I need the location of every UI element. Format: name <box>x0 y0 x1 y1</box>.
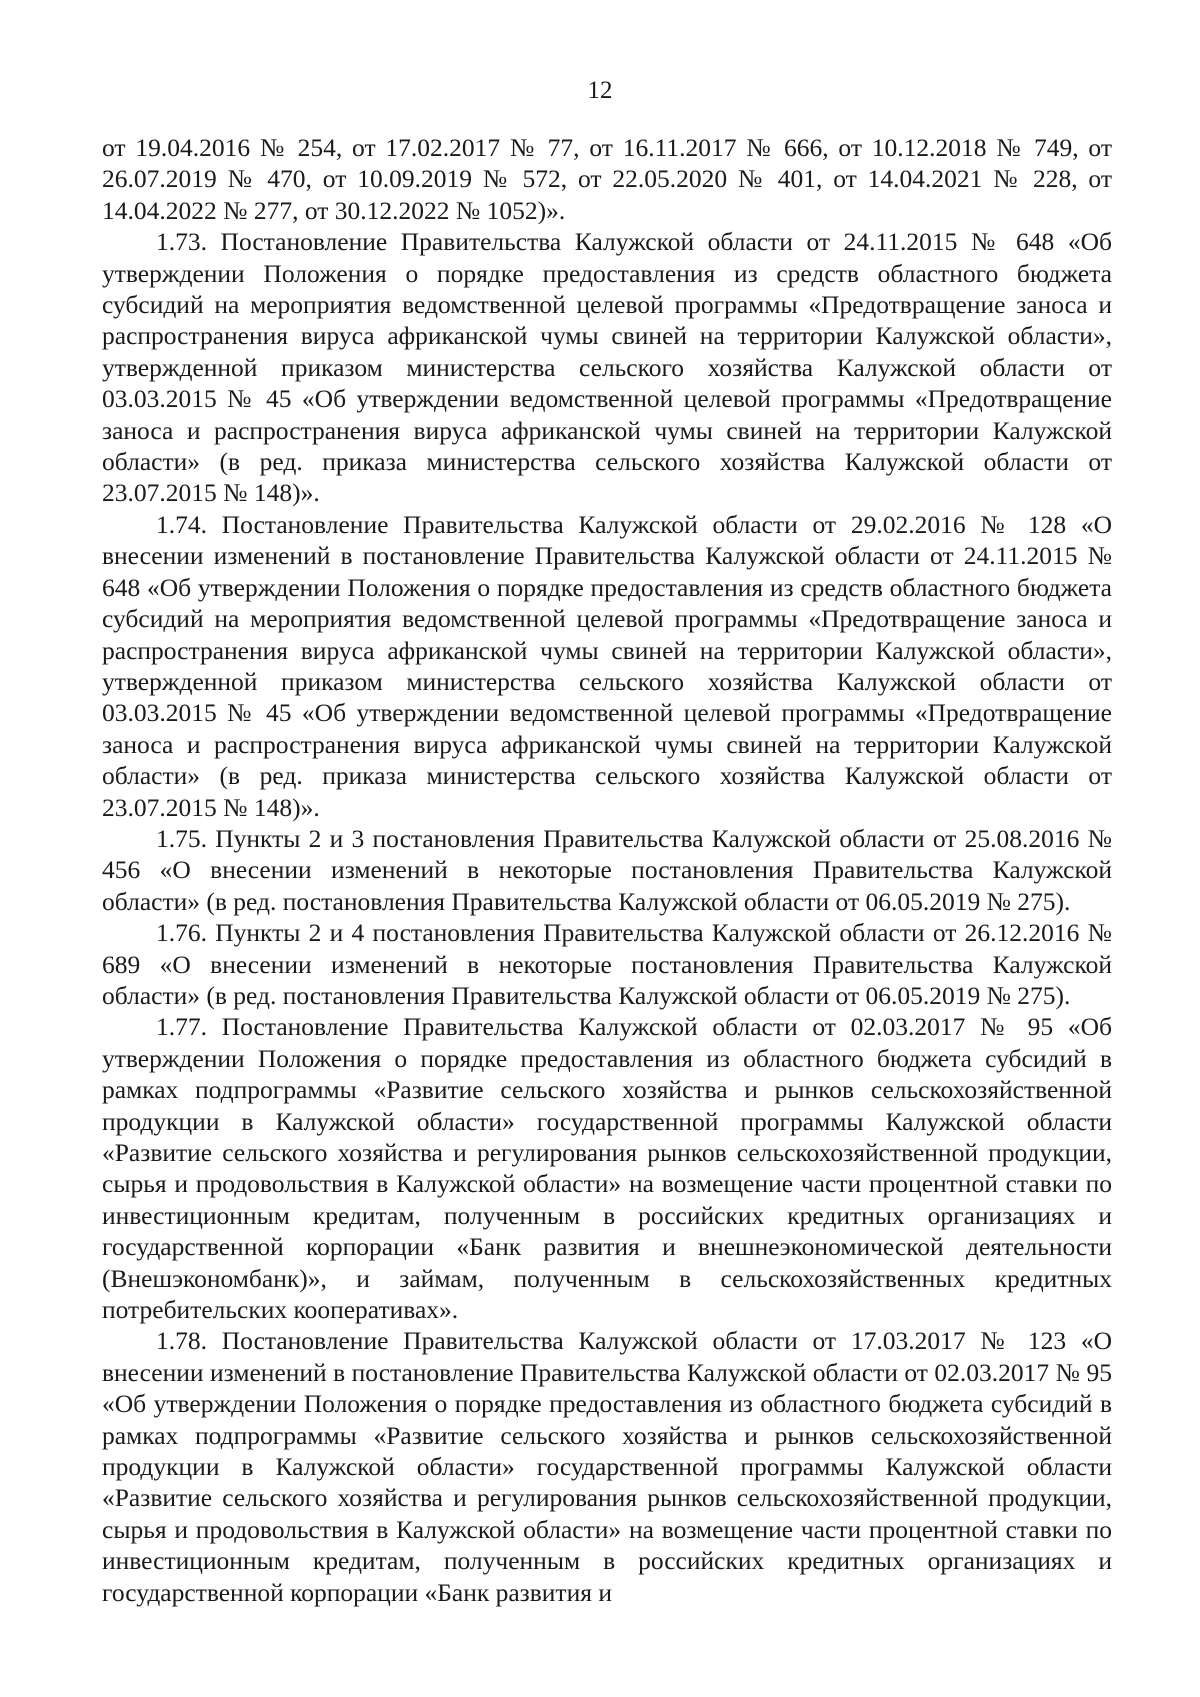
paragraph-1-78: 1.78. Постановление Правительства Калужской области от 17.03.2017 № 123 «О внесении изменений в постановление Правительства Калужской области от 02.03.2017 № 95 «Об утверждении Положения о порядке предоставления из областного бюджета субсидий в рамках подпрограммы «Развитие сельского хозяйства и рынков сельскохозяйственной продукции в Калужской области» государственной программы Калужской области «Развитие сельского хозяйства и регулирования рынков сельскохозяйственной продукции, сырья и продовольствия в Калужской области» на возмещение части процентной ставки по инвестиционным кредитам, полученным в российских кредитных организациях и государственной корпорации «Банк развития и <box>102 1326 1112 1607</box>
paragraph-1-75: 1.75. Пункты 2 и 3 постановления Правительства Калужской области от 25.08.2016 № 456 «О внесении изменений в некоторые постановления Правительства Калужской области» (в ред. постановления Правительства Калужской области от 06.05.2019 № 275). <box>102 823 1112 916</box>
paragraph-continuation: от 19.04.2016 № 254, от 17.02.2017 № 77, от 16.11.2017 № 666, от 10.12.2018 № 749, от 26.07.2019 № 470, от 10.09.2019 № 572, от 22.05.2020 № 401, от 14.04.2021 № 228, от 14.04.2022 № 277, от 30.12.2022 № 1052)». <box>102 133 1112 225</box>
paragraph-1-73: 1.73. Постановление Правительства Калужской области от 24.11.2015 № 648 «Об утверждении Положения о порядке предоставления из средств областного бюджета субсидий на мероприятия ведомственной целевой программы «Предотвращение заноса и распространения вируса африканской чумы свиней на территории Калужской области», утвержденной приказом министерства сельского хозяйства Калужской области от 03.03.2015 № 45 «Об утверждении ведомственной целевой программы «Предотвращение заноса и распространения вируса африканской чумы свиней на территории Калужской области» (в ред. приказа министерства сельского хозяйства Калужской области от 23.07.2015 № 148)». <box>102 227 1112 508</box>
paragraph-1-74: 1.74. Постановление Правительства Калужской области от 29.02.2016 № 128 «О внесении изменений в постановление Правительства Калужской области от 24.11.2015 № 648 «Об утверждении Положения о порядке предоставления из средств областного бюджета субсидий на мероприятия ведомственной целевой программы «Предотвращение заноса и распространения вируса африканской чумы свиней на территории Калужской области», утвержденной приказом министерства сельского хозяйства Калужской области от 03.03.2015 № 45 «Об утверждении ведомственной целевой программы «Предотвращение заноса и распространения вируса африканской чумы свиней на территории Калужской области» (в ред. приказа министерства сельского хозяйства Калужской области от 23.07.2015 № 148)». <box>102 509 1112 822</box>
paragraph-1-76: 1.76. Пункты 2 и 4 постановления Правительства Калужской области от 26.12.2016 № 689 «О внесении изменений в некоторые постановления Правительства Калужской области» (в ред. постановления Правительства Калужской области от 06.05.2019 № 275). <box>102 918 1112 1010</box>
paragraph-1-77: 1.77. Постановление Правительства Калужской области от 02.03.2017 № 95 «Об утверждении Положения о порядке предоставления из областного бюджета субсидий в рамках подпрограммы «Развитие сельского хозяйства и рынков сельскохозяйственной продукции в Калужской области» государственной программы Калужской области «Развитие сельского хозяйства и регулирования рынков сельскохозяйственной продукции, сырья и продовольствия в Калужской области» на возмещение части процентной ставки по инвестиционным кредитам, полученным в российских кредитных организациях и государственной корпорации «Банк развития и внешнеэкономической деятельности (Внешэкономбанк)», и займам, полученным в сельскохозяйственных кредитных потребительских кооперативах». <box>102 1012 1112 1325</box>
document-body <box>102 132 1112 1608</box>
page-number: 12 <box>587 77 613 104</box>
